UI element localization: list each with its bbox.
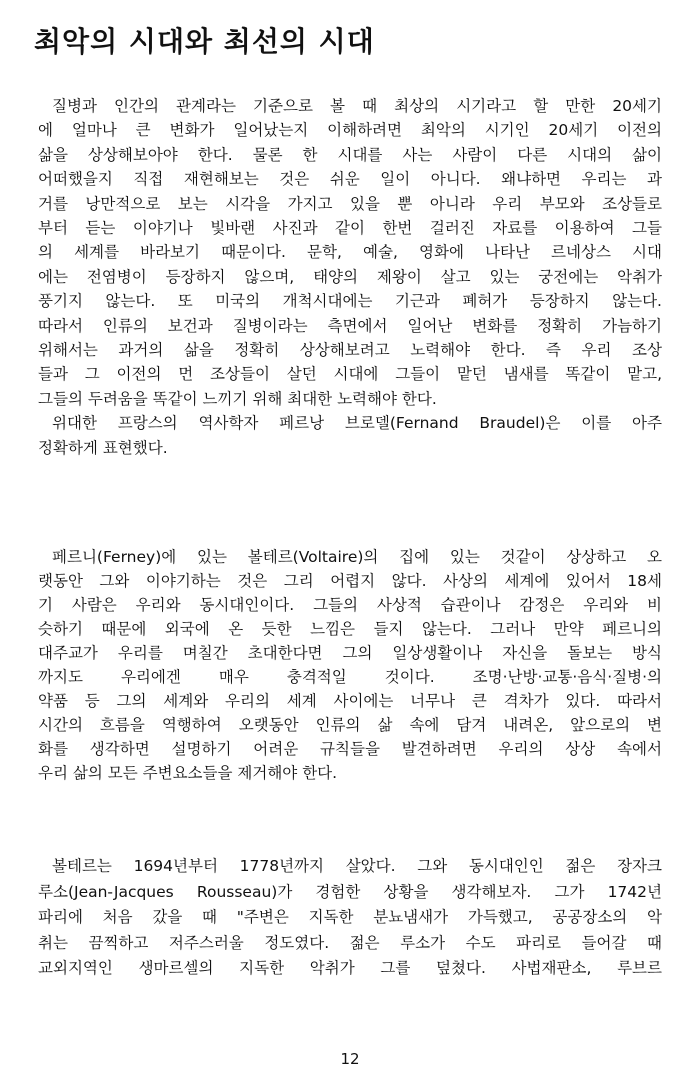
text-line: 그들의 두려움을 똑같이 느끼기 위해 최대한 노력해야 한다. (38, 389, 437, 408)
text-line: 풍기지 않는다. 또 미국의 개척시대에는 기근과 폐허가 등장하지 않는다. (38, 292, 662, 311)
text-line: 거를 낭만적으로 보는 시각을 가지고 있을 뿐 아니라 우리 부모와 조상들로 (38, 194, 662, 213)
chapter-title: 최악의 시대와 최선의 시대 (34, 25, 375, 58)
text-line: 교외지역인 생마르셀의 지독한 악취가 그를 덮쳤다. 사법재판소, 루브르 (38, 959, 662, 977)
text-line: 대주교가 우리를 며칠간 초대한다면 그의 일상생활이나 자신을 돌보는 방식 (38, 644, 662, 662)
paragraph-3 (38, 854, 662, 982)
text-line: 부터 듣는 이야기나 빛바랜 사진과 같이 한번 걸러진 자료를 이용하여 그들 (38, 219, 662, 238)
text-line: 어떠했을지 직접 재현해보는 것은 쉬운 일이 아니다. 왜냐하면 우리는 과 (38, 170, 662, 189)
text-line: 랫동안 그와 이야기하는 것은 그리 어렵지 않다. 사상의 세계에 있어서 18세 (38, 572, 662, 590)
text-line: 따라서 인류의 보건과 질병이라는 측면에서 일어난 변화를 정확히 가늠하기 (38, 316, 662, 335)
text-line: 까지도 우리에겐 매우 충격적일 것이다. 조명·난방·교통·음식·질병·의 (38, 668, 662, 686)
text-line: 에 얼마나 큰 변화가 일어났는지 이해하려면 최악의 시기인 20세기 이전의 (38, 121, 662, 140)
text-line: 기 사람은 우리와 동시대인이다. 그들의 사상적 습관이나 감정은 우리와 비 (38, 596, 662, 614)
text-line: 볼테르는 1694년부터 1778년까지 살았다. 그와 동시대인인 젊은 장자크 (52, 857, 662, 875)
text-line: 위대한 프랑스의 역사학자 페르낭 브로델(Fernand Braudel)은 이를 아주 (52, 414, 662, 433)
text-line: 페르니(Ferney)에 있는 볼테르(Voltaire)의 집에 있는 것같이 상상하고 오 (52, 548, 662, 566)
text-line: 파리에 처음 갔을 때 "주변은 지독한 분뇨냄새가 가득했고, 공공장소의 악 (38, 908, 662, 926)
paragraph-1 (38, 94, 662, 460)
text-line: 위해서는 과거의 삶을 정확히 상상해보려고 노력해야 한다. 즉 우리 조상 (38, 341, 662, 360)
text-line: 화를 생각하면 설명하기 어려운 규칙들을 발견하려면 우리의 상상 속에서 (38, 740, 662, 758)
text-line: 의 세계를 바라보기 때문이다. 문학, 예술, 영화에 나타난 르네상스 시대 (38, 243, 662, 262)
text-line: 정확하게 표현했다. (38, 438, 168, 457)
text-line: 슷하기 때문에 외국에 온 듯한 느낌은 들지 않는다. 그러나 만약 페르니의 (38, 620, 662, 638)
text-line: 들과 그 이전의 먼 조상들이 살던 시대에 그들이 맡던 냄새를 똑같이 맡고, (38, 365, 662, 384)
text-line: 시간의 흐름을 역행하여 오랫동안 인류의 삶 속에 담겨 내려온, 앞으로의 변 (38, 716, 662, 734)
text-line: 삶을 상상해보아야 한다. 물론 한 시대를 사는 사람이 다른 시대의 삶이 (38, 145, 662, 164)
text-line: 우리 삶의 모든 주변요소들을 제거해야 한다. (38, 764, 338, 782)
text-line: 질병과 인간의 관계라는 기준으로 볼 때 최상의 시기라고 할 만한 20세기 (52, 97, 662, 115)
text-line: 에는 전염병이 등장하지 않으며, 태양의 제왕이 살고 있는 궁전에는 악취가 (38, 267, 662, 286)
text-line: 루소(Jean-Jacques Rousseau)가 경험한 상황을 생각해보자. 그가 1742년 (38, 882, 662, 901)
page-number: 12 (340, 1050, 360, 1068)
text-line: 약품 등 그의 세계와 우리의 세계 사이에는 너무나 큰 격차가 있다. 따라서 (38, 692, 662, 710)
quote-paragraph (38, 545, 662, 785)
text-line: 취는 끔찍하고 저주스러울 정도였다. 젊은 루소가 수도 파리로 들어갈 때 (38, 933, 662, 952)
